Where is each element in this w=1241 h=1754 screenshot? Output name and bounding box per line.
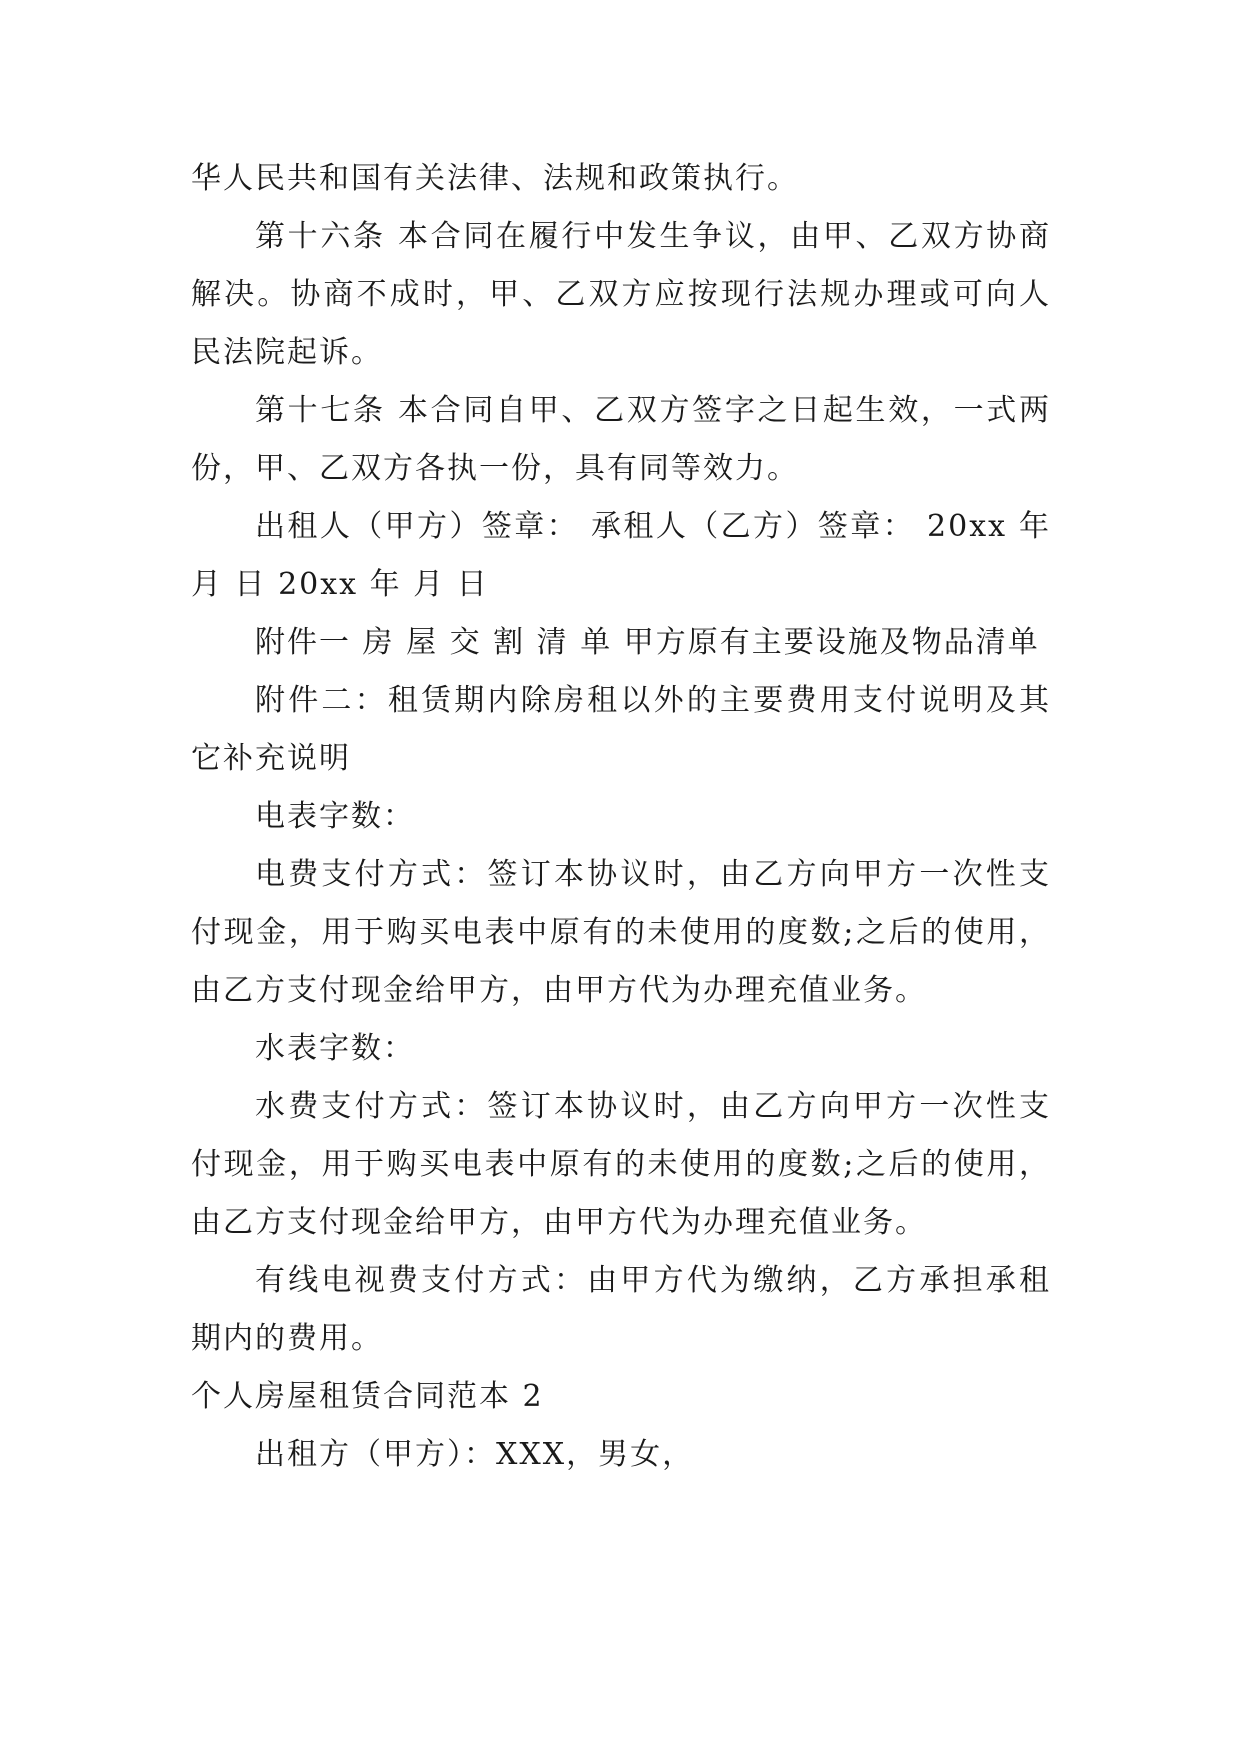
paragraph-lessor: 出租方（甲方）：XXX，男女， xyxy=(255,1437,695,1472)
paragraph-continuation: 华人民共和国有关法律、法规和政策执行。 xyxy=(191,161,799,196)
paragraph-attachment-1: 附件一 房 屋 交 割 清 单 甲方原有主要设施及物品清单 xyxy=(255,625,1040,660)
paragraph-meter-electric: 电表字数： xyxy=(255,799,415,834)
section-heading: 个人房屋租赁合同范本 2 xyxy=(191,1379,544,1414)
paragraph-cable-tv-payment: 有线电视费支付方式：由甲方代为缴纳，乙方承担承租期内的费用。 xyxy=(191,1263,1051,1356)
paragraph-article-16: 第十六条 本合同在履行中发生争议，由甲、乙双方协商解决。协商不成时，甲、乙双方应按现行法规办理或可向人民法院起诉。 xyxy=(191,219,1051,370)
paragraph-signatures: 出租人（甲方）签章： 承租人（乙方）签章： 20xx 年 月 日 20xx 年 月 日 xyxy=(191,509,1051,602)
paragraph-water-payment: 水费支付方式：签订本协议时，由乙方向甲方一次性支付现金，用于购买电表中原有的未使用的度数;之后的使用，由乙方支付现金给甲方，由甲方代为办理充值业务。 xyxy=(191,1089,1051,1240)
document-page xyxy=(191,150,1051,1484)
paragraph-attachment-2: 附件二：租赁期内除房租以外的主要费用支付说明及其它补充说明 xyxy=(191,683,1051,776)
paragraph-article-17: 第十七条 本合同自甲、乙双方签字之日起生效，一式两份，甲、乙双方各执一份，具有同等效力。 xyxy=(191,393,1051,486)
paragraph-meter-water: 水表字数： xyxy=(255,1031,415,1066)
paragraph-electric-payment: 电费支付方式：签订本协议时，由乙方向甲方一次性支付现金，用于购买电表中原有的未使用的度数;之后的使用，由乙方支付现金给甲方，由甲方代为办理充值业务。 xyxy=(191,857,1051,1008)
